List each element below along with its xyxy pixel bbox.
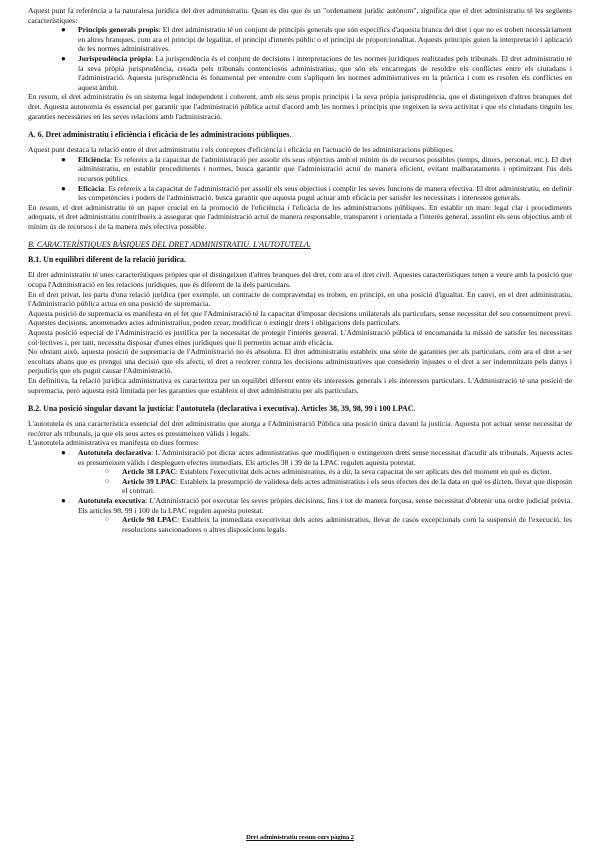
sub-bullet-list (78, 515, 572, 534)
b1-paragraph: El dret administratiu té unes característiques pròpies que el distingeixen d'altres branques del dret, com ara el dret civil. Aquestes característiques tenen a veure amb la posició que ocupa l'Administració en les relacions jurídiques, que és diferent de la dels particulars. (28, 270, 572, 290)
footer-text: Dret administratiu resum curs pàgina 2 (246, 834, 354, 841)
term-label: Eficiència (78, 154, 111, 164)
term-text: : Estableix la presumpció de validesa dels actes administratius i els seus efectes des de la data en què es dicten, llevat que disposin el contrari. (122, 476, 572, 496)
sub-bullet-list (78, 467, 572, 496)
bullet-disc-icon: ● (61, 53, 66, 63)
b1-paragraph: Aquesta posició de supremacia es manifesta en el fet que l'Administració té la capacitat d'imposar decisions unilaterals als particulars, sense necessitat del seu consentiment previ. Aquestes decisions, anomenades actes administratius, poden crear, modificar o extingir drets i obligacions dels particulars. (28, 308, 572, 328)
bullet-circle-icon: ○ (105, 515, 110, 524)
term-label: Article 38 LPAC (122, 467, 176, 477)
b1-paragraph: En definitiva, la relació jurídica administrativa es caracteritza per un equilibri diferent entre els interessos generals i els interessos particulars. L'Administració té una posició de supremacia, però aquesta està limitada per les garanties que estableix el dret administratiu per als particulars. (28, 376, 572, 395)
term-label: Principis generals propis (78, 25, 159, 35)
list-item (28, 496, 572, 534)
section-b2-heading: B.2. Una posició singular davant la justícia: l'autotutela (declarativa i executiva). Articles 38, 39, 98, 99 i 100 LPAC. (28, 404, 416, 414)
b2-bullet-list (28, 448, 572, 534)
intro-bullet-list (28, 25, 572, 92)
term-text: : L'Administració pot executar les seves pròpies decisions, fins i tot de manera forçosa, sense necessitat d'obtenir una ordre judicial prèvia. Els articles 98, 99 i 100 de la LPAC regulen aquesta potestat. (78, 495, 572, 515)
b2-paragraph: L'autotutela és una característica essencial del dret administratiu que atorga a l'Administració Pública una posició única davant la justícia. Aquesta pot actuar sense necessitat de recórrer als tribunals, ja que els seus actes es presumeixen vàlids i legals. (28, 419, 572, 438)
term-text: : El dret administratiu té un conjunt de principis generals que són específics d'aquesta branca del dret i que no es troben necessàriament en altres branques, com ara el principi de legalitat, el principi d'interès públic o el principi de proporcionalitat. Aquests principis guien la interpretació i aplicació de les normes administratives. (78, 25, 572, 54)
b1-paragraph: No obstant això, aquesta posició de supremacia de l'Administració no és absoluta. El dret administratiu estableix una sèrie de garanties per als particulars, com ara el dret a ser escoltats abans que es prengui una decisió que els afecti, el dret a recórrer contra les decisions administratives que considerin injustes o el dret a ser indemnitzats pels danys i perjudicis que els pugui causar l'Administració. (28, 347, 572, 376)
term-label: Article 98 LPAC (122, 515, 178, 525)
term-label: Article 39 LPAC (122, 476, 176, 486)
a6-bullet-list (28, 155, 572, 203)
list-item (28, 54, 572, 92)
section-b1-heading: B.1. Un equilibri diferent de la relació jurídica. (28, 255, 186, 265)
term-text: : Estableix l'executivitat dels actes administratius, és a dir, la seva capacitat de ser aplicats des del moment en què es dicten. (175, 467, 552, 477)
bullet-circle-icon: ○ (105, 476, 110, 485)
term-text: : Es refereix a la capacitat de l'administració per assolir els seus objectius amb el mínim ús de recursos possibles (temps, diners, personal, etc.). El dret administratiu, en establir procediments i normes, busca garantir que l'administració actuï de manera eficient, evitant malbarataments i optimitzant l'ús dels recursos públics. (78, 154, 572, 183)
intro-summary-paragraph: En resum, el dret administratiu és un sistema legal independent i coherent, amb els seus propis principis i la seva pròpia jurisprudència, que el distingeixen d'altres branques del dret. Aquesta autonomia és essencial per garantir que l'administració pública actuï d'acord amb les normes i principis que regeixen la seva activitat i que els ciutadans tinguin les garanties necessàries en les seves relacions amb l'administració. (28, 92, 572, 121)
term-text: : La jurisprudència és el conjunt de decisions i interpretacions de les normes jurídiques realitzades pels tribunals. El dret administratiu té la seva pròpia jurisprudència, creada pels tribunals contenciosos administratius, que són els encarregats de resoldre els conflictes entre els ciutadans i l'administració. Aquesta jurisprudència és fonamental per entendre com s'apliquen les normes administratives en la pràctica i com es resolen els conflictes en aquest àmbit. (78, 53, 572, 92)
term-label: Eficàcia (78, 183, 105, 193)
term-label: Jurisprudència pròpia (78, 53, 152, 63)
bullet-disc-icon: ● (61, 447, 66, 457)
list-item (28, 184, 572, 203)
list-item (28, 155, 572, 184)
bullet-disc-icon: ● (61, 183, 66, 193)
list-item (78, 467, 572, 477)
list-item (78, 477, 572, 496)
bullet-disc-icon: ● (61, 154, 66, 164)
term-text: : L'Administració pot dictar actes administratius que modifiquen o extingeixen drets sense necessitat d'acudir als tribunals. Aquests actes es presumeixen vàlids i despleguen efectes immediats. Els articles 38 i 39 de la LPAC regulen aquesta potestat. (78, 447, 572, 467)
list-item (28, 25, 572, 54)
bullet-disc-icon: ● (61, 25, 66, 35)
intro-paragraph: Aquest punt fa referència a la naturalesa jurídica del dret administratiu. Quan es diu que és un "ordenament jurídic autònom", significa que el dret administratiu té les següents característiques: (28, 6, 572, 25)
term-label: Autotutela executiva (78, 495, 146, 505)
b2-paragraph: L'autotutela administrativa es manifesta en dues formes: (28, 438, 199, 448)
bullet-disc-icon: ● (61, 495, 66, 505)
page-footer (0, 826, 600, 844)
list-item (28, 448, 572, 496)
term-text: : Es refereix a la capacitat de l'administració per assolir els seus objectius i complir les seves funcions de manera efectiva. El dret administratiu, en definir les competències i poders de l'administració, busca garantir que aquesta pugui actuar amb eficàcia per satisfer les necessitats i interessos generals. (78, 183, 572, 203)
b1-paragraph: En el dret privat, les parts d'una relació jurídica (per exemple, un contracte de compravenda) es troben, en principi, en una posició d'igualtat. En canvi, en el dret administratiu, l'Administració pública actua en una posició de supremacia. (28, 289, 572, 309)
a6-intro-paragraph: Aquest punt destaca la relació entre el dret administratiu i els conceptes d'eficiència i eficàcia en l'actuació de les administracions públiques. (28, 145, 454, 155)
a6-summary-paragraph: En resum, el dret administratiu té un paper crucial en la promoció de l'eficiència i l'eficàcia de les administracions públiques. En establir un marc legal clar i procediments adequats, el dret administratiu contribueix a assegurar que l'administració actuï de manera responsable, transparent i orientada a l'interès general, assolint els seus objectius amb el mínim ús de recursos i de la manera més efectiva possible. (28, 202, 572, 231)
b1-paragraph: Aquesta posició especial de l'Administració es justifica per la necessitat de protegir l'interès general. L'Administració pública té encomanada la missió de satisfer les necessitats col·lectives i, per tant, necessita disposar d'unes eines jurídiques que li permetin actuar amb eficàcia. (28, 328, 572, 347)
list-item (78, 515, 572, 534)
term-label: Autotutela declarativa (78, 447, 152, 457)
bullet-circle-icon: ○ (105, 467, 110, 476)
term-text: : Estableix la immediata executivitat dels actes administratius, llevat de casos excepcionals com la suspensió de l'execució, les resolucions sancionadores o altres disposicions legals. (122, 515, 572, 534)
section-b-title: B. CARACTERÍSTIQUES BÀSIQUES DEL DRET ADMINISTRATIU. L'AUTOTUTELA. (28, 240, 311, 250)
section-a6-heading: A. 6. Dret administratiu i eficiència i eficàcia de les administracions públiques. (28, 130, 292, 140)
